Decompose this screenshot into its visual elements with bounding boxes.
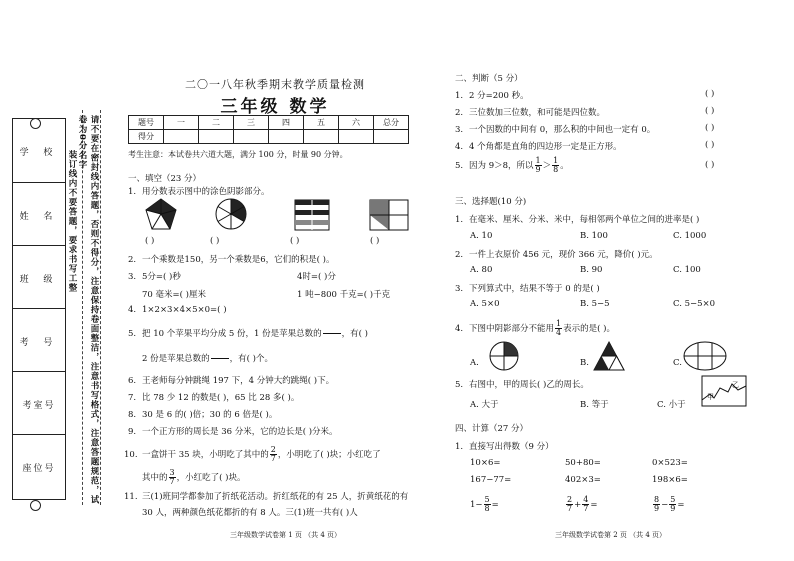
question-text: 在毫米、厘米、分米、米中，每相邻两个单位之间的进率是( )	[469, 215, 700, 225]
question-text: 用分数表示图中的涂色阴影部分。	[142, 187, 270, 197]
question-6: 6. 王老师每分钟跳绳 197 下，4 分钟大约跳绳( )下。	[128, 376, 335, 386]
grade-title: 三年级 数学	[220, 97, 330, 117]
pentagon-figure	[146, 199, 176, 229]
question-text: ，小红吃了( )块。	[176, 473, 246, 483]
question-text: 一个因数的中间有 0，那么积的中间也一定有 0。	[469, 125, 656, 135]
choice-1: 1. 在毫米、厘米、分米、米中，每相邻两个单位之间的进率是( )	[455, 215, 700, 225]
binding-notice-outer: 装订线内不要答题，要求书写工整	[67, 150, 77, 293]
calc-item: 402×3=	[565, 475, 601, 485]
section-calc-title: 四、计算（27 分）	[455, 424, 529, 434]
score-cell[interactable]	[234, 130, 269, 144]
calc-item: $\frac{8}{9}$ − $\frac{5}{9}$ =	[654, 495, 685, 513]
fraction-5-9: $\frac{5}{9}$	[670, 495, 676, 513]
question-text: 一件上衣原价 456 元，现价 366 元，降价( )元。	[469, 250, 658, 260]
question-text: 2 份是苹果总数的	[142, 354, 210, 364]
q1-blank-4[interactable]: ( )	[370, 236, 380, 246]
judge-4: 4. 4 个角都是直角的四边形一定是正方形。	[455, 142, 622, 152]
score-cell[interactable]	[304, 130, 339, 144]
section-fill-title: 一、填空（23 分）	[128, 174, 202, 184]
score-header: 一	[164, 116, 199, 130]
question-11: 11. 三(1)班同学都参加了折纸花活动。折红纸花的有 25 人，折黄纸花的有	[124, 492, 409, 502]
score-header: 三	[234, 116, 269, 130]
judge-answer-5[interactable]: ( )	[705, 160, 715, 170]
judge-2: 2. 三位数加三位数，和可能是四位数。	[455, 108, 606, 118]
q1-blank-1[interactable]: ( )	[145, 236, 155, 246]
choice-3: 3. 下列算式中，结果不等于 0 的是( )	[455, 284, 600, 294]
q1-blank-2[interactable]: ( )	[210, 236, 220, 246]
judge-answer-1[interactable]: ( )	[705, 89, 715, 99]
judge-5: 5. 因为 9＞8，所以 $\frac{1}{9}$ ＞ $\frac{1}{8}$ 。	[455, 156, 569, 174]
field-label: 姓 名	[19, 212, 59, 222]
calc-item: 198×6=	[652, 475, 688, 485]
question-3d: 1 吨−800 千克=( )千克	[297, 290, 391, 300]
judge-3: 3. 一个因数的中间有 0，那么积的中间也一定有 0。	[455, 125, 656, 135]
question-10c	[142, 469, 245, 486]
triangle-figure	[594, 342, 624, 370]
choice-1-opt-c[interactable]: C. 1000	[673, 231, 707, 241]
question-text: 一盒饼干 35 块，小明吃了其中的	[142, 450, 269, 460]
circle-quarter-figure	[490, 342, 518, 370]
choice-2-opt-a[interactable]: A. 80	[470, 265, 493, 275]
score-header: 五	[304, 116, 339, 130]
question-text: 王老师每分钟跳绳 197 下，4 分钟大约跳绳( )下。	[142, 376, 335, 386]
choice-4-opt-c[interactable]: C.	[673, 358, 682, 368]
question-8: 8. 30 是 6 的( )倍；30 的 6 倍是( )。	[128, 410, 278, 420]
score-cell[interactable]	[269, 130, 304, 144]
score-table	[128, 115, 409, 144]
region-jia-label: 甲	[707, 393, 714, 401]
question-text: 其中的	[142, 473, 168, 483]
calc-1: 1. 直接写出得数（9 分）	[455, 442, 554, 452]
ring-icon	[30, 500, 41, 511]
question-text: ，有( )	[341, 329, 368, 339]
choice-2-opt-c[interactable]: C. 100	[673, 265, 701, 275]
field-label: 考室号	[22, 401, 56, 411]
question-2: 2. 一个乘数是150，另一个乘数是6，它们的积是( )。	[128, 255, 335, 265]
question-5: 5. 把 10 个苹果平均分成 5 份，1 份是苹果总数的 ，有( )	[128, 325, 368, 342]
question-text: 2 分=200 秒。	[469, 91, 529, 101]
score-row-label: 得分	[129, 130, 164, 144]
calc-item: 0×523=	[652, 458, 688, 468]
question-text: 4 个角都是直角的四边形一定是正方形。	[469, 142, 622, 152]
choice-4-opt-a[interactable]: A.	[470, 358, 479, 368]
question-text: 下列算式中，结果不等于 0 的是( )	[469, 284, 600, 294]
question-3b: 4时=( )分	[297, 272, 336, 282]
fraction-blank[interactable]	[323, 325, 341, 342]
question-4: 4. 1×2×3×4×5×0=( )	[128, 305, 227, 315]
fraction-2-7: $\frac{2}{7}$	[567, 495, 573, 513]
student-info-box	[12, 118, 66, 500]
question-text: 比 78 少 12 的数是( )，65 比 28 多( )。	[142, 393, 300, 403]
question-11b: 30 人，两种颜色纸花都折的有 8 人。三(1)班一共有( )人	[142, 508, 358, 518]
fraction-2-7: $\frac{2}{7}$	[270, 445, 276, 463]
choice-5-opt-c[interactable]: C. 小于	[657, 400, 686, 410]
choice-5-opt-a[interactable]: A. 大于	[470, 400, 499, 410]
question-text: 三位数加三位数，和可能是四位数。	[469, 108, 606, 118]
score-header: 四	[269, 116, 304, 130]
binding-line	[100, 110, 101, 505]
page-footer-left: 三年级数学试卷第 1 页 （共 4 页）	[230, 531, 342, 539]
binding-notice-inner: 请不要在密封线内答题，否则不得分，注意保持卷面整洁，注意书写格式，注意答题规范，试卷为0分名字	[77, 115, 99, 505]
question-text: 直接写出得数（9 分）	[469, 442, 554, 452]
score-cell[interactable]	[374, 130, 409, 144]
score-header: 二	[199, 116, 234, 130]
ellipse-figure	[684, 342, 726, 370]
field-label: 班 级	[19, 275, 59, 285]
question-text: 一个乘数是150，另一个乘数是6，它们的积是( )。	[142, 255, 335, 265]
question-text: ，小明吃了( )块；小红吃了	[277, 450, 381, 460]
question-text: 下图中阴影部分不能用	[469, 324, 555, 334]
score-header: 六	[339, 116, 374, 130]
field-label: 学 校	[19, 148, 59, 158]
section-choice-title: 三、选择题(10 分)	[455, 197, 527, 207]
score-cell[interactable]	[164, 130, 199, 144]
calc-item: 167−77=	[470, 475, 512, 485]
calc-item: $\frac{2}{7}$ + $\frac{4}{7}$ =	[567, 495, 598, 513]
judge-1: 1. 2 分=200 秒。	[455, 91, 529, 101]
question-text: 一个正方形的周长是 36 分米，它的边长是( )分米。	[142, 427, 338, 437]
score-header: 题号	[129, 116, 164, 130]
field-school	[13, 119, 65, 182]
fraction-5-8: $\frac{5}{8}$	[484, 495, 490, 513]
fraction-3-7: $\frac{3}{7}$	[169, 468, 175, 486]
score-header: 总分	[374, 116, 409, 130]
choice-2: 2. 一件上衣原价 456 元，现价 366 元，降价( )元。	[455, 250, 658, 260]
question-1: 1. 用分数表示图中的涂色阴影部分。	[128, 187, 270, 197]
fraction-blank[interactable]	[211, 350, 229, 367]
judge-answer-2[interactable]: ( )	[705, 106, 715, 116]
choice-4-opt-b[interactable]: B.	[580, 358, 589, 368]
question-text: 三(1)班同学都参加了折纸花活动。折红纸花的有 25 人，折黄纸花的有	[142, 492, 409, 502]
page-footer-right: 三年级数学试卷第 2 页 （共 4 页）	[555, 531, 667, 539]
choice-3-opt-c[interactable]: C. 5−5×0	[673, 299, 716, 309]
choice-2-opt-b[interactable]: B. 90	[580, 265, 603, 275]
question-text: 把 10 个苹果平均分成 5 份，1 份是苹果总数的	[142, 329, 322, 339]
choice-5-opt-b[interactable]: B. 等于	[580, 400, 609, 410]
square-figure	[370, 200, 408, 230]
choice-3-opt-b[interactable]: B. 5−5	[580, 299, 610, 309]
fraction-1-8: $\frac{1}{8}$	[553, 156, 559, 174]
exam-title: 二〇一八年秋季期末教学质量检测	[185, 78, 365, 91]
fraction-4-7: $\frac{4}{7}$	[583, 495, 589, 513]
calc-item: 1− $\frac{5}{8}$ =	[470, 495, 499, 513]
question-10: 10. 一盒饼干 35 块，小明吃了其中的 $\frac{2}{7}$ ，小明吃了( )块；小红吃了	[124, 445, 381, 463]
fraction-8-9: $\frac{8}{9}$	[654, 495, 660, 513]
question-text: 因为 9＞8，所以	[469, 161, 534, 171]
exam-note: 考生注意：本试卷共六道大题，满分 100 分，时量 90 分钟。	[128, 150, 348, 159]
field-label: 考 号	[19, 338, 59, 348]
question-text: 30 是 6 的( )倍；30 的 6 倍是( )。	[142, 410, 278, 420]
choice-4: 4. 下图中阴影部分不能用 $\frac{1}{4}$ 表示的是( )。	[455, 319, 615, 337]
field-seat	[13, 434, 65, 500]
field-exam-room	[13, 371, 65, 435]
field-class	[13, 245, 65, 309]
question-text: 5分=( )秒	[142, 272, 181, 282]
judge-answer-4[interactable]: ( )	[705, 140, 715, 150]
q1-figures	[145, 198, 415, 232]
question-text: 表示的是( )。	[563, 324, 615, 334]
field-label: 座位号	[22, 464, 56, 474]
choice-1-opt-b[interactable]: B. 100	[580, 231, 608, 241]
question-text: 1×2×3×4×5×0=( )	[142, 305, 227, 315]
choice-5: 5. 右图中，甲的周长( )乙的周长。	[455, 380, 589, 390]
circle-figure	[216, 199, 246, 229]
question-9: 9. 一个正方形的周长是 36 分米，它的边长是( )分米。	[128, 427, 338, 437]
fraction-1-4: $\frac{1}{4}$	[556, 319, 562, 337]
choice-4-figures	[488, 340, 748, 374]
choice-1-opt-a[interactable]: A. 10	[470, 231, 493, 241]
calc-item: 10×6=	[470, 458, 501, 468]
region-yi-label: 乙	[732, 381, 739, 389]
score-cell[interactable]	[199, 130, 234, 144]
calc-item: 50+80=	[565, 458, 601, 468]
section-judge-title: 二、判断（5 分）	[455, 74, 523, 84]
question-5c	[142, 350, 273, 367]
q1-blank-3[interactable]: ( )	[290, 236, 300, 246]
fraction-1-9: $\frac{1}{9}$	[535, 156, 541, 174]
score-cell[interactable]	[339, 130, 374, 144]
question-text: ，有( )个。	[229, 354, 273, 364]
judge-answer-3[interactable]: ( )	[705, 123, 715, 133]
question-text: 右图中，甲的周长( )乙的周长。	[469, 380, 589, 390]
striped-rect-figure	[295, 200, 329, 230]
question-3c: 70 毫米=( )厘米	[142, 290, 206, 300]
field-name	[13, 182, 65, 246]
field-exam-number	[13, 308, 65, 372]
choice-3-opt-a[interactable]: A. 5×0	[470, 299, 500, 309]
question-7: 7. 比 78 少 12 的数是( )，65 比 28 多( )。	[128, 393, 300, 403]
question-3: 3. 5分=( )秒	[128, 272, 181, 282]
